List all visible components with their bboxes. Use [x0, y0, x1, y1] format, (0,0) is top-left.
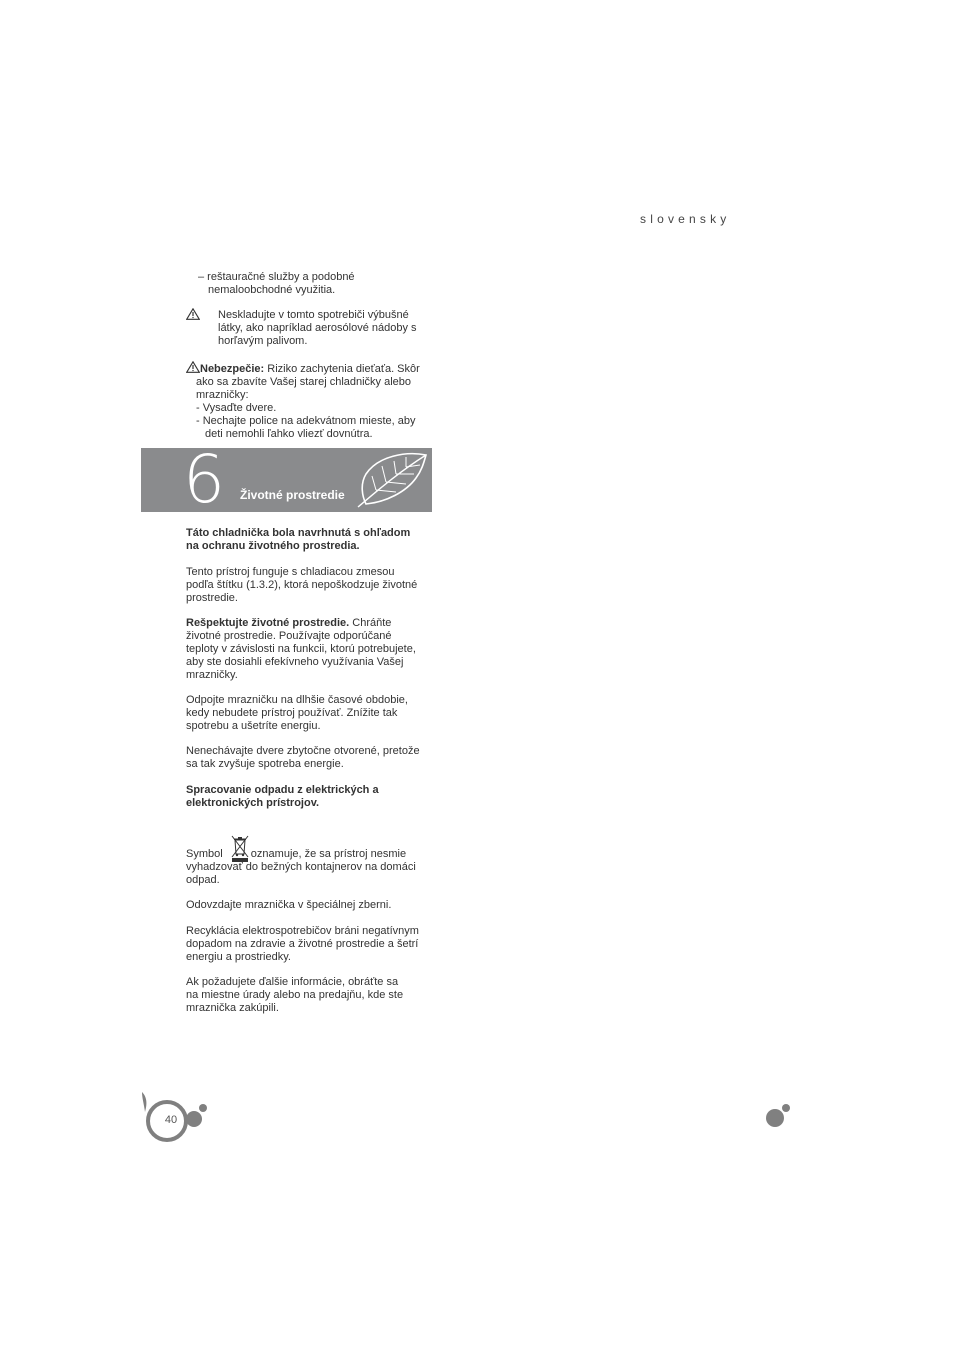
text-line: dopadom na zdravie a životné prostredie a šetrí: [186, 938, 419, 950]
leaf-icon: [356, 452, 428, 508]
warning-1-text: [218, 309, 438, 348]
page-number: 40: [164, 1114, 178, 1126]
warning-2-line: deti nemohli ľahko vliezť dovnútra.: [205, 428, 373, 440]
text-line: [186, 617, 436, 630]
symbol-rest: oznamuje, že sa prístroj nesmie: [247, 848, 407, 860]
warning-2-line: - Vysaďte dvere.: [196, 402, 277, 414]
intro-item: [198, 271, 355, 297]
warning-triangle-icon: [186, 361, 200, 373]
text-line: na ochranu životného prostredia.: [186, 540, 360, 552]
text-line: odpad.: [186, 874, 220, 886]
warning-2-first-line: [186, 361, 446, 376]
dots-decoration: [760, 1098, 800, 1132]
text-line: Recyklácia elektrospotrebičov bráni negatívnym: [186, 925, 419, 937]
text-line: Odpojte mrazničku na dlhšie časové obdobie,: [186, 694, 408, 706]
paragraph-respect: [186, 617, 436, 682]
text-line: Odovzdajte mraznička v špeciálnej zberni.: [186, 899, 392, 911]
text-line: aby ste dosiahli efekívneho využívania Vašej: [186, 656, 404, 668]
text-line: spotrebu a ušetríte energiu.: [186, 720, 321, 732]
text-line: Tento prístroj funguje s chladiacou zmesou: [186, 566, 395, 578]
intro-line: – reštauračné služby a podobné: [198, 271, 355, 283]
text-line: Nenechávajte dvere zbytočne otvorené, pretože: [186, 745, 420, 757]
respect-bold: Rešpektujte životné prostredie.: [186, 617, 350, 629]
text-line: Spracovanie odpadu z elektrických a: [186, 784, 379, 796]
text-line: kedy nebudete prístroj používať. Znížite tak: [186, 707, 398, 719]
text-line: Ak požadujete ďalšie informácie, obráťte sa: [186, 976, 399, 988]
paragraph-recycle: [186, 925, 436, 964]
text-line: podľa štítku (1.3.2), ktorá nepoškodzuje životné: [186, 579, 418, 591]
warning-1-line: látky, ako napríklad aerosólové nádoby s: [218, 322, 417, 334]
danger-text: Riziko zachytenia dieťaťa. Skôr: [264, 363, 420, 375]
text-line: teploty v závislosti na funkcii, ktorú potrebujete,: [186, 643, 416, 655]
intro-line: nemaloobchodné využitia.: [208, 284, 336, 296]
warning-1-line: horľavým palivom.: [218, 335, 308, 347]
section-header-band: [141, 441, 432, 518]
warning-2-block: [186, 361, 446, 441]
text-line: sa tak zvyšuje spotreba energie.: [186, 758, 344, 770]
warning-2-line: mrazničky:: [196, 389, 249, 401]
text-line: [186, 848, 436, 861]
warning-2-line: - Nechajte police na adekvátnom mieste, aby: [196, 415, 416, 427]
danger-label: Nebezpečie:: [200, 363, 265, 375]
text-line: na miestne úrady alebo na predajňu, kde ste: [186, 989, 404, 1001]
text-line: prostredie.: [186, 592, 238, 604]
paragraph-intro: [186, 527, 436, 553]
text-line: Táto chladnička bola navrhnutá s ohľadom: [186, 527, 411, 539]
section-number: 6: [183, 441, 225, 518]
section-title: Životné prostredie: [240, 488, 345, 502]
text-line: vyhadzovať do bežných kontajnerov na domáci: [186, 861, 416, 873]
warning-triangle-icon: [186, 308, 200, 320]
warning-2-line: ako sa zbavíte Vašej starej chladničky alebo: [196, 376, 412, 388]
paragraph-info: [186, 976, 436, 1015]
paragraph-doors: [186, 745, 436, 771]
respect-rest: Chráňte: [349, 617, 392, 629]
paragraph-dispose: [186, 899, 436, 912]
text-line: mrazničky.: [186, 669, 238, 681]
paragraph-refrigerant: [186, 566, 436, 605]
text-line: mraznička zakúpili.: [186, 1002, 279, 1014]
text-line: elektronických prístrojov.: [186, 797, 320, 809]
language-label: slovensky: [640, 212, 731, 226]
paragraph-symbol: [186, 848, 436, 887]
text-line: životné prostredie. Používajte odporúčané: [186, 630, 392, 642]
warning-1-line: Neskladujte v tomto spotrebiči výbušné: [218, 309, 409, 321]
paragraph-waste-heading: [186, 784, 436, 810]
symbol-word: Symbol: [186, 848, 226, 860]
text-line: energiu a prostriedky.: [186, 951, 291, 963]
paragraph-unplug: [186, 694, 436, 733]
